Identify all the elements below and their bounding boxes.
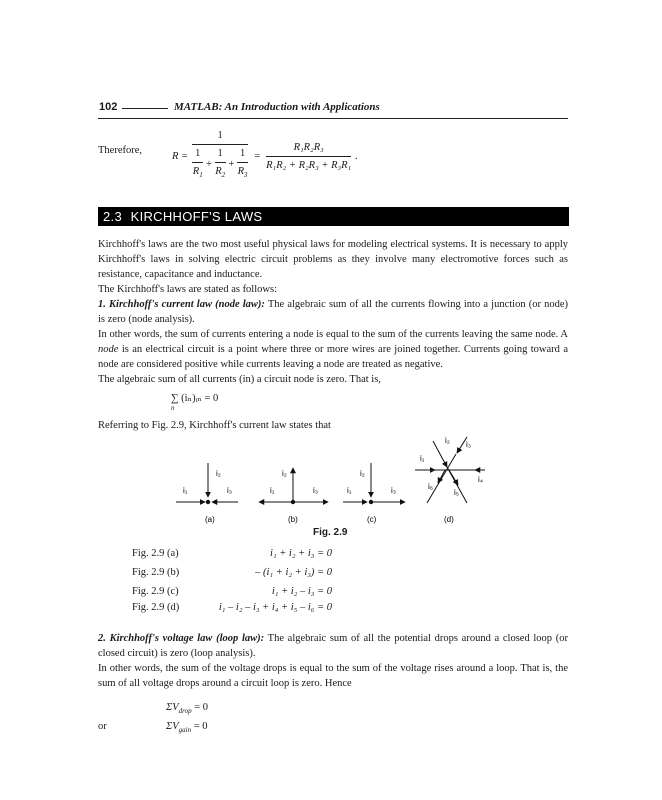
circ-a-i3: i₃ (227, 486, 233, 495)
law2-label: 2. Kirchhoff's voltage law (loop law): (98, 633, 265, 644)
circ-d-i1: i₁ (420, 454, 425, 463)
circ-d-i3: i₃ (466, 440, 472, 449)
circ-b-label: (b) (288, 515, 298, 524)
vgain-rhs: = 0 (191, 721, 208, 732)
circ-d-i4: i₄ (478, 475, 484, 484)
node-text-a: In other words, the sum of currents entering a node is equal to the sum of the currents leaving the same node. A (98, 329, 568, 340)
vgain-sub: gain (178, 726, 192, 735)
vdrop-sub: drop (178, 707, 192, 716)
paragraph-intro: Kirchhoff's laws are the two most useful physical laws for modeling electrical systems. It is necessary to apply Kirchhoff's laws in solving electric circuit problems as they involve many electromotive forces such as resistance, capacitance and inductance. (98, 239, 568, 280)
law1-text: The algebraic sum of all the currents flowing into a junction (or node) is zero (node analysis). (98, 299, 569, 325)
circ-b-i1: i₁ (270, 486, 275, 495)
circuit-c (343, 463, 405, 524)
circ-d-i5: i₅ (454, 488, 459, 497)
sub-frac-r1: $\frac{1}{R_1}$ (192, 148, 203, 180)
resistance-equation (172, 131, 358, 181)
circuit-a (176, 463, 238, 524)
circ-b-i2: i₂ (282, 469, 287, 478)
eq-a: i₁ + i₂ + i₃ = 0 (270, 548, 332, 559)
or-label: or (98, 721, 107, 732)
circ-a-label: (a) (205, 515, 215, 524)
fraction-2-num: R₁R₂R₃ (266, 140, 351, 157)
fraction-1 (192, 128, 248, 183)
paragraph-law1 (98, 297, 568, 327)
circ-c-i2: i₂ (360, 469, 365, 478)
circuit-d (415, 436, 485, 524)
fraction-1-den: $\frac{1}{R_1}$ + $\frac{1}{R_2}$ + $\frac{1}{R_3}$ (192, 145, 248, 183)
paragraph-node (98, 327, 568, 372)
paragraph-voltage: In other words, the sum of the voltage drops is equal to the sum of the voltage rises around a loop. That is, the sum of all voltage drops around a circuit loop is zero. Hence (98, 663, 568, 689)
fraction-2 (266, 140, 351, 173)
vgain-sym: ΣV (166, 721, 179, 732)
page-number: 102 (99, 101, 118, 113)
eq-c: i₁ + i₂ – i₃ = 0 (271, 586, 332, 597)
circ-a-i1: i₁ (183, 486, 188, 495)
sub-frac-r3: $\frac{1}{R_3}$ (237, 148, 248, 180)
therefore-label: Therefore, (98, 145, 143, 156)
circ-a-i2: i₂ (216, 469, 221, 478)
eq-equals: = (254, 150, 261, 162)
law2-text: The algebraic sum of all the potential drops around a closed loop (or closed circuit) is zero (loop analysis). (98, 633, 568, 659)
paragraph-law2 (98, 631, 568, 661)
eq-b: – (i₁ + i₂ + i₃) = 0 (255, 567, 332, 578)
paragraph-referring: Referring to Fig. 2.9, Kirchhoff's current law states that (98, 420, 331, 431)
circ-d-label: (d) (444, 515, 454, 524)
eq-label-b: Fig. 2.9 (b) (132, 567, 180, 578)
circ-c-i1: i₁ (347, 486, 352, 495)
fraction-2-den: R₁R₂ + R₂R₃ + R₃R₁ (266, 159, 352, 171)
header-rule (98, 118, 568, 119)
eq-label-a: Fig. 2.9 (a) (132, 548, 179, 559)
voltage-gain-eq (166, 719, 208, 738)
paragraph-stated: The Kirchhoff's laws are stated as follows: (98, 284, 277, 295)
eq-label-c: Fig. 2.9 (c) (132, 586, 179, 597)
section-number: 2.3 (103, 209, 122, 224)
sum-equation: ∑ (iₙ)ᵢₙ = 0 (171, 393, 219, 404)
paragraph-algebraic: The algebraic sum of all currents (in) a circuit node is zero. That is, (98, 374, 381, 385)
circuit-b (259, 468, 328, 524)
vdrop-sym: ΣV (166, 702, 179, 713)
section-title: KIRCHHOFF'S LAWS (130, 209, 263, 224)
vdrop-rhs: = 0 (191, 702, 209, 713)
circ-d-i2: i₂ (445, 436, 450, 445)
circ-b-i3: i₃ (313, 486, 319, 495)
figure-caption: Fig. 2.9 (313, 527, 348, 538)
sum-subscript: n (171, 404, 175, 412)
circ-c-i3: i₃ (391, 486, 397, 495)
eq-d: i₁ – i₂ – i₃ + i₄ + i₅ – i₆ = 0 (218, 602, 332, 613)
circ-c-label: (c) (367, 515, 377, 524)
header-dash (122, 108, 168, 109)
voltage-drop-eq (166, 700, 208, 719)
fraction-1-num: 1 (192, 128, 248, 145)
node-term: node (98, 344, 119, 355)
node-text-b: is an electrical circuit is a point where three or more wires are joined together. Currents going toward a node are considered positive while currents leaving a node are treated as negative. (98, 344, 568, 370)
eq-end: . (355, 150, 358, 162)
eq-lhs: R = (172, 150, 189, 162)
book-title: MATLAB: An Introduction with Applications (174, 101, 380, 113)
sub-frac-r2: $\frac{1}{R_2}$ (215, 148, 226, 180)
circ-d-i6: i₆ (428, 482, 434, 491)
law1-label: 1. Kirchhoff's current law (node law): (98, 299, 265, 310)
eq-label-d: Fig. 2.9 (d) (132, 602, 180, 613)
section-heading (98, 207, 569, 226)
